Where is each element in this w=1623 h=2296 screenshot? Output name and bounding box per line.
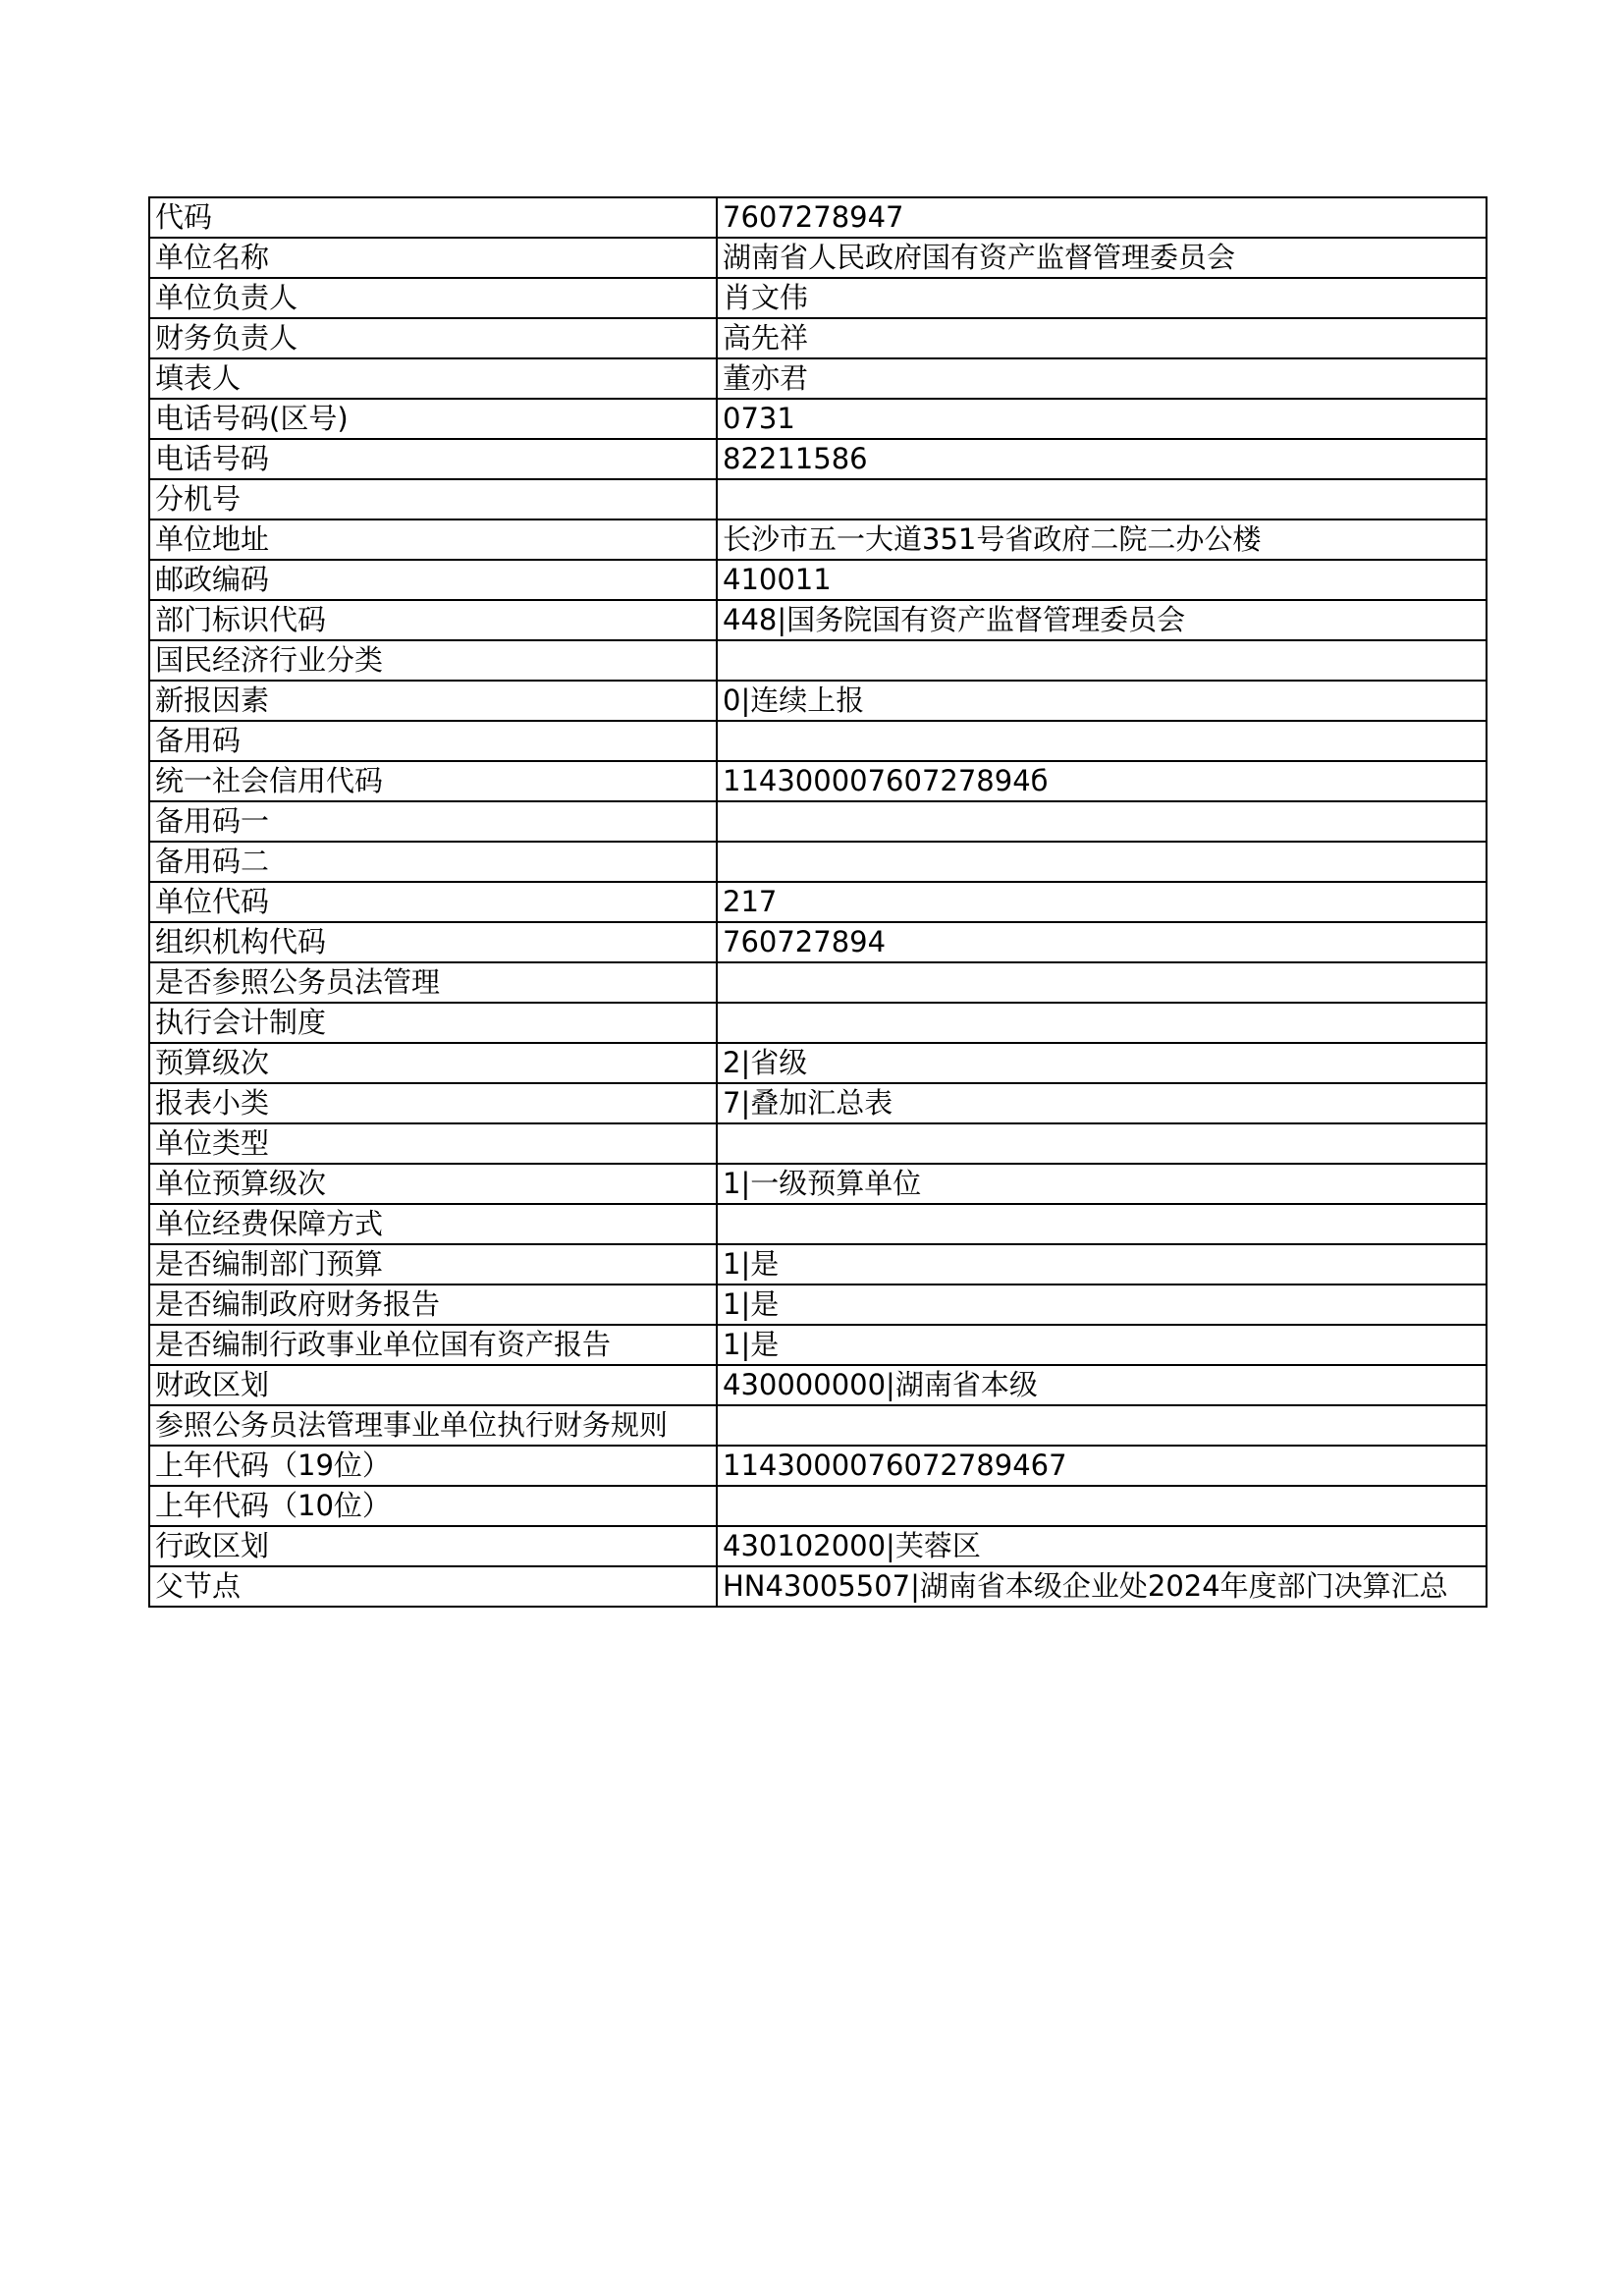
field-value: 2|省级 bbox=[717, 1043, 1487, 1083]
field-value: 82211586 bbox=[717, 439, 1487, 479]
field-value: 7|叠加汇总表 bbox=[717, 1083, 1487, 1123]
field-value bbox=[717, 842, 1487, 882]
table-row bbox=[149, 399, 1487, 439]
table-row bbox=[149, 479, 1487, 519]
field-value: 董亦君 bbox=[717, 358, 1487, 399]
table-row bbox=[149, 560, 1487, 600]
field-value: 430102000|芙蓉区 bbox=[717, 1526, 1487, 1566]
field-value: 1143000076072789467 bbox=[717, 1446, 1487, 1486]
field-value: 448|国务院国有资产监督管理委员会 bbox=[717, 600, 1487, 640]
table-row bbox=[149, 1123, 1487, 1164]
table-row bbox=[149, 962, 1487, 1003]
field-label: 单位类型 bbox=[149, 1123, 717, 1164]
table-row bbox=[149, 761, 1487, 801]
field-value bbox=[717, 801, 1487, 842]
table-row bbox=[149, 1486, 1487, 1526]
field-label: 组织机构代码 bbox=[149, 922, 717, 962]
field-value bbox=[717, 1405, 1487, 1446]
field-value bbox=[717, 1204, 1487, 1244]
field-value: 肖文伟 bbox=[717, 278, 1487, 318]
field-value: 湖南省人民政府国有资产监督管理委员会 bbox=[717, 238, 1487, 278]
field-label: 是否编制政府财务报告 bbox=[149, 1285, 717, 1325]
table-row bbox=[149, 1405, 1487, 1446]
table-row bbox=[149, 1204, 1487, 1244]
table-row bbox=[149, 519, 1487, 560]
field-label: 行政区划 bbox=[149, 1526, 717, 1566]
table-row bbox=[149, 922, 1487, 962]
field-label: 统一社会信用代码 bbox=[149, 761, 717, 801]
field-value bbox=[717, 640, 1487, 681]
field-value: 长沙市五一大道351号省政府二院二办公楼 bbox=[717, 519, 1487, 560]
table-row bbox=[149, 318, 1487, 358]
field-label: 单位经费保障方式 bbox=[149, 1204, 717, 1244]
field-label: 单位地址 bbox=[149, 519, 717, 560]
table-row bbox=[149, 1003, 1487, 1043]
table-row bbox=[149, 238, 1487, 278]
table-row bbox=[149, 1325, 1487, 1365]
field-value bbox=[717, 1486, 1487, 1526]
table-row bbox=[149, 842, 1487, 882]
table-row bbox=[149, 1365, 1487, 1405]
field-label: 单位代码 bbox=[149, 882, 717, 922]
field-label: 电话号码 bbox=[149, 439, 717, 479]
table-row bbox=[149, 278, 1487, 318]
table-row bbox=[149, 1164, 1487, 1204]
table-row bbox=[149, 1043, 1487, 1083]
table-row bbox=[149, 1526, 1487, 1566]
table-row bbox=[149, 640, 1487, 681]
field-value: 217 bbox=[717, 882, 1487, 922]
field-label: 备用码 bbox=[149, 721, 717, 761]
field-label: 参照公务员法管理事业单位执行财务规则 bbox=[149, 1405, 717, 1446]
table-row bbox=[149, 681, 1487, 721]
field-label: 报表小类 bbox=[149, 1083, 717, 1123]
table-row bbox=[149, 801, 1487, 842]
field-label: 填表人 bbox=[149, 358, 717, 399]
field-label: 单位名称 bbox=[149, 238, 717, 278]
field-value: HN43005507|湖南省本级企业处2024年度部门决算汇总 bbox=[717, 1566, 1487, 1607]
field-label: 备用码二 bbox=[149, 842, 717, 882]
field-label: 是否编制部门预算 bbox=[149, 1244, 717, 1285]
field-label: 上年代码（19位） bbox=[149, 1446, 717, 1486]
field-value: 高先祥 bbox=[717, 318, 1487, 358]
field-value bbox=[717, 1123, 1487, 1164]
field-value: 1|一级预算单位 bbox=[717, 1164, 1487, 1204]
field-value bbox=[717, 962, 1487, 1003]
field-value: 1|是 bbox=[717, 1285, 1487, 1325]
unit-info-table bbox=[148, 196, 1488, 1608]
field-label: 执行会计制度 bbox=[149, 1003, 717, 1043]
field-label: 国民经济行业分类 bbox=[149, 640, 717, 681]
field-value bbox=[717, 1003, 1487, 1043]
table-row bbox=[149, 1446, 1487, 1486]
table-row bbox=[149, 1244, 1487, 1285]
field-value: 410011 bbox=[717, 560, 1487, 600]
table-row bbox=[149, 197, 1487, 238]
field-label: 新报因素 bbox=[149, 681, 717, 721]
field-label: 上年代码（10位） bbox=[149, 1486, 717, 1526]
table-row bbox=[149, 600, 1487, 640]
field-label: 是否参照公务员法管理 bbox=[149, 962, 717, 1003]
field-value: 0|连续上报 bbox=[717, 681, 1487, 721]
field-value: 1|是 bbox=[717, 1325, 1487, 1365]
field-label: 财务负责人 bbox=[149, 318, 717, 358]
table-row bbox=[149, 358, 1487, 399]
field-value: 1|是 bbox=[717, 1244, 1487, 1285]
field-label: 部门标识代码 bbox=[149, 600, 717, 640]
table-row bbox=[149, 1285, 1487, 1325]
table-row bbox=[149, 1566, 1487, 1607]
field-value: 430000000|湖南省本级 bbox=[717, 1365, 1487, 1405]
field-label: 单位预算级次 bbox=[149, 1164, 717, 1204]
field-label: 邮政编码 bbox=[149, 560, 717, 600]
field-value: 760727894 bbox=[717, 922, 1487, 962]
table-row bbox=[149, 882, 1487, 922]
field-value: 0731 bbox=[717, 399, 1487, 439]
field-label: 财政区划 bbox=[149, 1365, 717, 1405]
field-label: 电话号码(区号) bbox=[149, 399, 717, 439]
field-value: 11430000760727894б bbox=[717, 761, 1487, 801]
table-row bbox=[149, 1083, 1487, 1123]
field-label: 是否编制行政事业单位国有资产报告 bbox=[149, 1325, 717, 1365]
field-label: 单位负责人 bbox=[149, 278, 717, 318]
field-label: 分机号 bbox=[149, 479, 717, 519]
field-label: 预算级次 bbox=[149, 1043, 717, 1083]
table-row bbox=[149, 439, 1487, 479]
field-value bbox=[717, 721, 1487, 761]
field-value: 7607278947 bbox=[717, 197, 1487, 238]
field-value bbox=[717, 479, 1487, 519]
field-label: 代码 bbox=[149, 197, 717, 238]
unit-info-table-body bbox=[149, 197, 1487, 1607]
field-label: 备用码一 bbox=[149, 801, 717, 842]
table-row bbox=[149, 721, 1487, 761]
field-label: 父节点 bbox=[149, 1566, 717, 1607]
